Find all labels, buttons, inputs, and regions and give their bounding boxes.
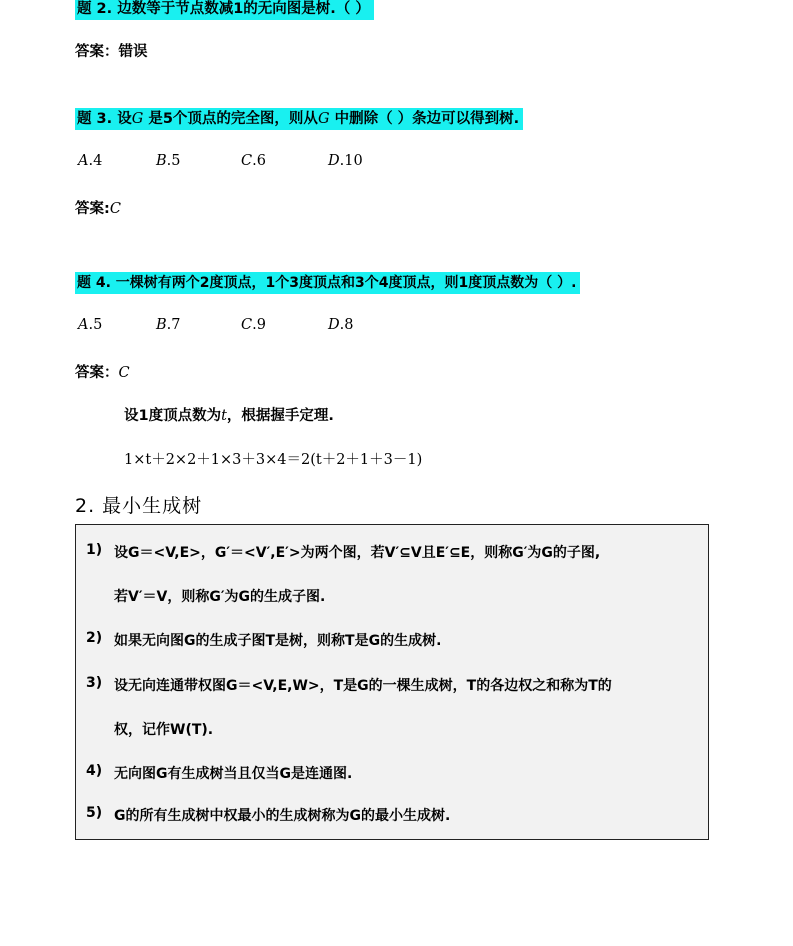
def-1-number: 1) xyxy=(86,542,103,558)
q3-title xyxy=(75,108,523,130)
def-3-line-2: 权，记作W(T). xyxy=(114,722,214,738)
q4-answer xyxy=(75,361,130,382)
q3-title-post: 中删除（ ）条边可以得到树. xyxy=(329,111,520,127)
def-2-line-1: 如果无向图G的生成子图T是树，则称T是G的生成树. xyxy=(114,633,442,649)
def-4-number: 4) xyxy=(86,763,103,779)
q4-options xyxy=(78,317,353,333)
q3-answer xyxy=(75,197,121,218)
q4-answer-label: 答案： xyxy=(75,365,119,381)
q4-formula: 1×t＋2×2＋1×3＋3×4＝2(t＋2＋1＋3－1) xyxy=(124,452,423,468)
q4-answer-value: C xyxy=(118,365,130,381)
q4-explain-var: t xyxy=(221,408,227,424)
def-1-line-2: 若V′＝V，则称G′为G的生成子图. xyxy=(114,589,326,605)
q3-options xyxy=(78,153,363,169)
q2-answer xyxy=(75,40,148,61)
def-3-line-1: 设无向连通带权图G＝<V,E,W>，T是G的一棵生成树，T的各边权之和称为T的 xyxy=(114,678,612,694)
q4-option-b: B.7 xyxy=(156,317,181,333)
def-4-line-1: 无向图G有生成树当且仅当G是连通图. xyxy=(114,766,353,782)
q3-title-mid: 是5个顶点的完全图，则从 xyxy=(143,111,318,127)
q3-option-c: C.6 xyxy=(241,153,266,169)
section-heading: 2. 最小生成树 xyxy=(75,495,203,517)
q4-title: 题 4. 一棵树有两个2度顶点，1个3度顶点和3个4度顶点，则1度顶点数为（ ）. xyxy=(75,272,580,294)
q2-answer-label: 答案： xyxy=(75,44,119,60)
q3-option-b: B.5 xyxy=(156,153,181,169)
def-3-number: 3) xyxy=(86,675,103,691)
q2-title: 题 2. 边数等于节点数减1的无向图是树.（ ） xyxy=(75,0,374,20)
q3-option-a: A.4 xyxy=(78,153,103,169)
def-2-number: 2) xyxy=(86,630,103,646)
q3-option-d: D.10 xyxy=(328,153,363,169)
q4-explain-pre: 设1度顶点数为 xyxy=(124,408,222,424)
q4-option-d: D.8 xyxy=(328,317,354,333)
q3-answer-value: C xyxy=(109,201,121,217)
def-5-line-1: G的所有生成树中权最小的生成树称为G的最小生成树. xyxy=(114,808,451,824)
q4-explain-post: ，根据握手定理. xyxy=(226,408,334,424)
q4-option-a: A.5 xyxy=(78,317,103,333)
q4-explanation xyxy=(124,404,334,425)
q3-title-var-g: G xyxy=(131,111,144,127)
def-1-line-1: 设G＝<V,E>，G′＝<V′,E′>为两个图，若V′⊆V且E′⊆E，则称G′为G的子图, xyxy=(114,545,601,561)
def-5-number: 5) xyxy=(86,805,103,821)
q3-title-pre: 题 3. 设 xyxy=(77,111,132,127)
q3-title-var-g2: G xyxy=(317,111,330,127)
q2-answer-value: 错误 xyxy=(118,44,148,60)
q3-answer-label: 答案: xyxy=(75,201,110,217)
definitions-box xyxy=(75,524,709,840)
q4-option-c: C.9 xyxy=(241,317,266,333)
